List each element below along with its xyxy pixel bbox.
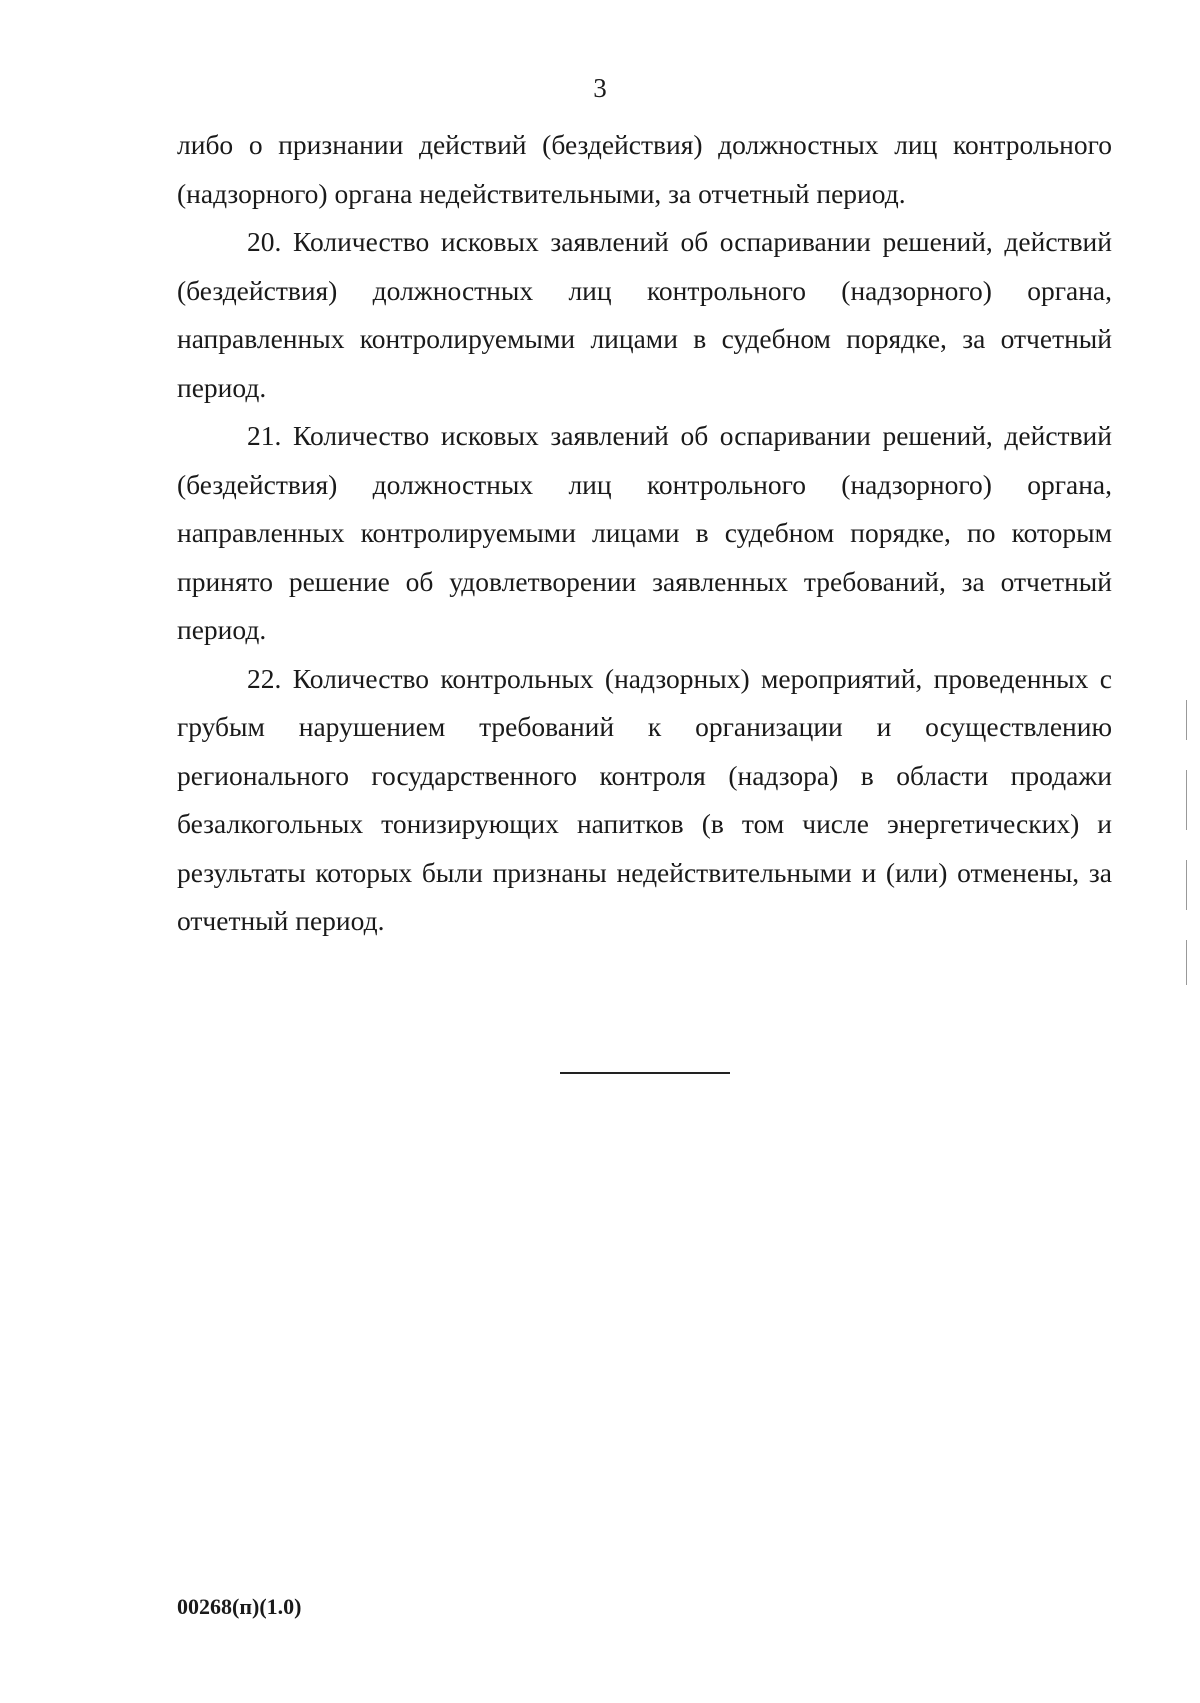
document-code: 00268(п)(1.0) [177, 1594, 302, 1619]
scan-margin-marks [1186, 700, 1188, 1100]
paragraph-item-20: 20. Количество исковых заявлений об оспаривании решений, действий (бездействия) должностных лиц контрольного (надзорного) органа, направленных контролируемыми лицами в судебном порядке, за отчетный период. [177, 226, 1112, 403]
page-number: 3 [593, 73, 607, 103]
paragraph-continuation: либо о признании действий (бездействия) должностных лиц контрольного (надзорного) органа недействительными, за отчетный период. [177, 129, 1112, 209]
body-text [177, 121, 1112, 946]
end-separator-line [560, 1072, 730, 1074]
paragraph-item-22: 22. Количество контрольных (надзорных) мероприятий, проведенных с грубым нарушением требований к организации и осуществлению регионального государственного контроля (надзора) в области продажи безалкогольных тонизирующих напитков (в том числе энергетических) и результаты которых были признаны недействительными и (или) отменены, за отчетный период. [177, 662, 1112, 936]
paragraph-item-21: 21. Количество исковых заявлений об оспаривании решений, действий (бездействия) должностных лиц контрольного (надзорного) органа, направленных контролируемыми лицами в судебном порядке, по которым принято решение об удовлетворении заявленных требований, за отчетный период. [177, 420, 1112, 645]
